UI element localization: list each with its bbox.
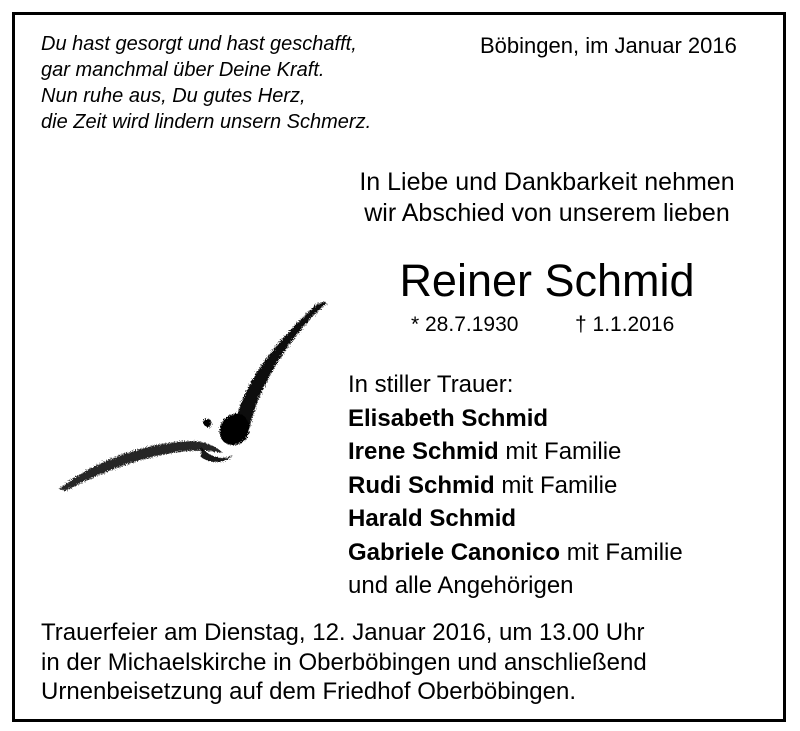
birth-date: * 28.7.1930 xyxy=(411,313,519,336)
intro-line: wir Abschied von unserem lieben xyxy=(364,199,730,227)
mourner-name: Irene Schmid xyxy=(348,438,499,465)
mourner-entry xyxy=(348,469,683,503)
mourner-suffix: mit Familie xyxy=(560,538,683,566)
mourner-suffix: mit Familie xyxy=(494,471,618,499)
mourner-name: Gabriele Canonico xyxy=(348,538,561,566)
deceased-name: Reiner Schmid xyxy=(399,255,695,306)
service-info xyxy=(41,618,647,707)
mourner-name: Rudi Schmid xyxy=(348,471,495,499)
death-date: † 1.1.2016 xyxy=(575,313,675,336)
mourners-heading: In stiller Trauer: xyxy=(348,371,514,398)
mourners-closing: und alle Angehörigen xyxy=(348,572,574,599)
mourner-entry xyxy=(348,435,683,469)
mourner-name: Harald Schmid xyxy=(348,505,517,532)
service-line: Trauerfeier am Dienstag, 12. Januar 2016, um 13.00 Uhr xyxy=(41,619,645,646)
intro-line: In Liebe und Dankbarkeit nehmen xyxy=(359,168,735,196)
mourners-list xyxy=(348,368,683,603)
mourner-entry xyxy=(348,402,683,436)
mourner-suffix: mit Familie xyxy=(498,438,622,465)
intro-text xyxy=(331,167,763,229)
service-line: in der Michaelskirche in Oberböbingen und anschließend xyxy=(41,648,647,676)
poem-line: gar manchmal über Deine Kraft. xyxy=(41,59,325,81)
obituary-frame xyxy=(12,12,786,722)
mourner-name: Elisabeth Schmid xyxy=(348,404,549,432)
mourner-entry xyxy=(348,536,683,570)
poem-line: die Zeit wird lindern unsern Schmerz. xyxy=(41,111,372,133)
mourner-entry xyxy=(348,502,683,536)
service-line: Urnenbeisetzung auf dem Friedhof Oberböbingen. xyxy=(41,678,577,705)
poem-line: Du hast gesorgt und hast geschafft, xyxy=(41,33,357,55)
poem-line: Nun ruhe aus, Du gutes Herz, xyxy=(41,85,306,107)
bird-brushstroke-icon xyxy=(51,285,341,495)
poem xyxy=(41,31,371,135)
place-date: Böbingen, im Januar 2016 xyxy=(480,33,737,58)
